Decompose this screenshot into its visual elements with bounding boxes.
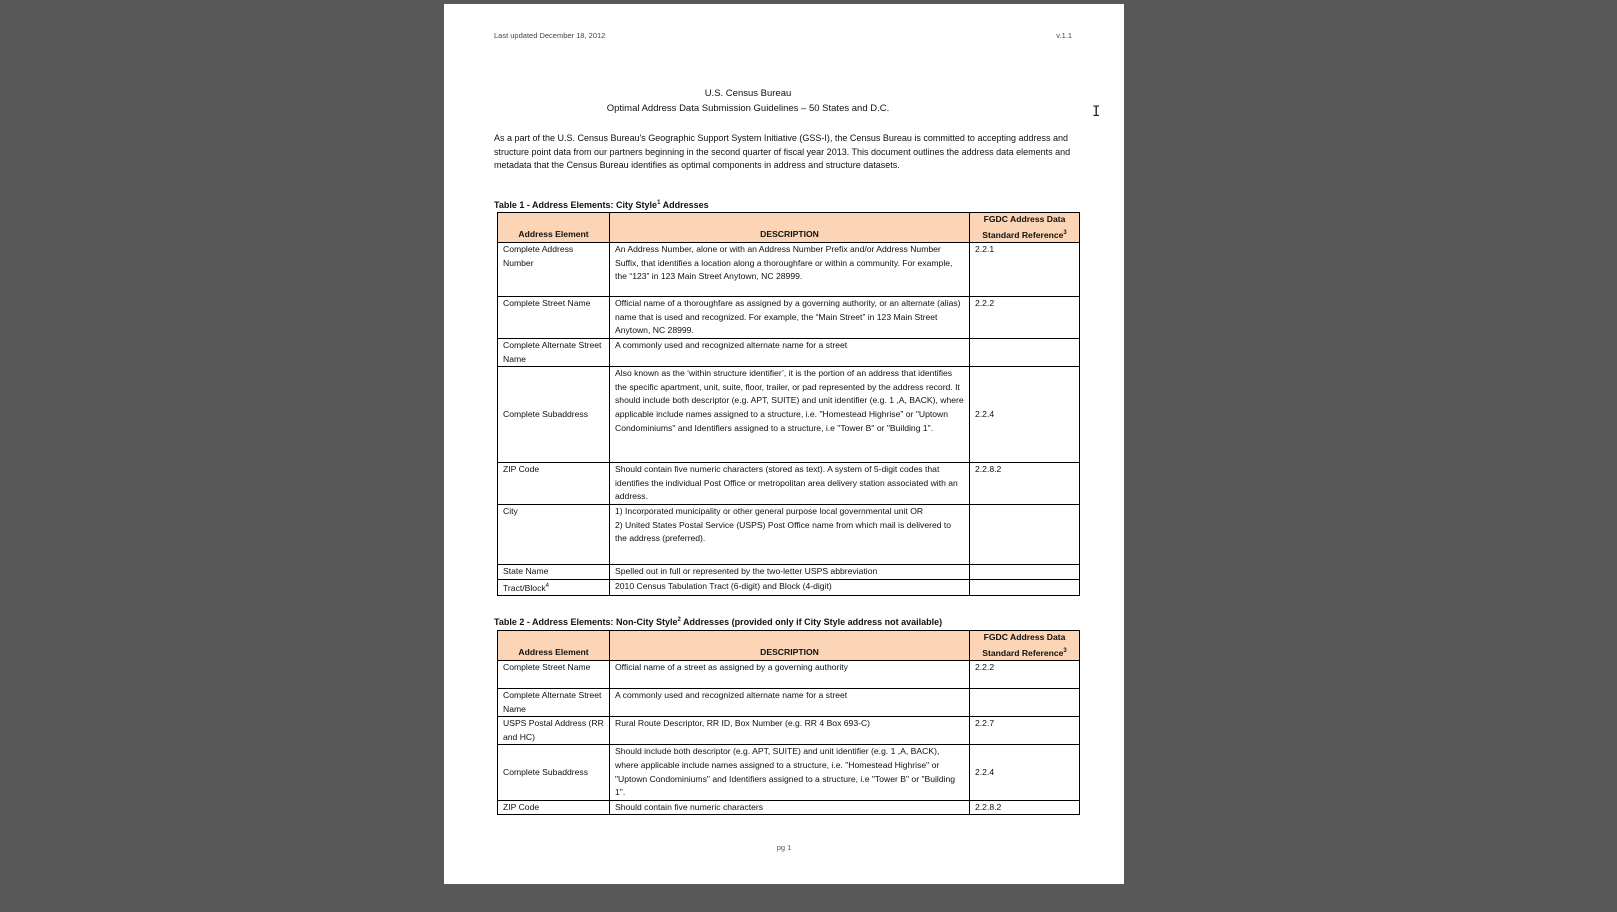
description-cell: Spelled out in full or represented by the two-letter USPS abbreviation — [610, 565, 970, 580]
address-element-cell: Complete Alternate Street Name — [498, 689, 610, 717]
reference-cell: 2.2.4 — [970, 367, 1080, 463]
address-element-cell: City — [498, 505, 610, 565]
reference-cell — [970, 339, 1080, 367]
table-row — [498, 243, 1080, 297]
address-element-cell: State Name — [498, 565, 610, 580]
table-row — [498, 800, 1080, 815]
col-header-description: DESCRIPTION — [610, 631, 970, 661]
description-cell: A commonly used and recognized alternate name for a street — [610, 689, 970, 717]
col-header-element: Address Element — [498, 213, 610, 243]
doc-title: Optimal Address Data Submission Guidelines – 50 States and D.C. — [606, 103, 890, 114]
description-cell: Rural Route Descriptor, RR ID, Box Number (e.g. RR 4 Box 693-C) — [610, 717, 970, 745]
intro-paragraph: As a part of the U.S. Census Bureau's Geographic Support System Initiative (GSS-I), the Census Bureau is committed to accepting address and structure point data from our partners beginning in the second quarter of fiscal year 2013. This document outlines the address data elements and metadata that the Census Bureau identifies as optimal components in address and structure datasets. — [494, 133, 1071, 171]
caption-text: Addresses (provided only if City Style address not available) — [680, 617, 943, 627]
address-element-cell: USPS Postal Address (RR and HC) — [498, 717, 610, 745]
address-element-cell: Complete Street Name — [498, 297, 610, 339]
reference-cell — [970, 565, 1080, 580]
caption-text: Addresses — [660, 200, 709, 210]
footnote-ref: 1 — [657, 200, 661, 206]
table-row — [498, 339, 1080, 367]
text-cursor-icon: I — [1092, 104, 1101, 120]
table-row — [498, 717, 1080, 745]
col-header-description: DESCRIPTION — [610, 213, 970, 243]
address-element-cell: Complete Alternate Street Name — [498, 339, 610, 367]
reference-cell: 2.2.8.2 — [970, 800, 1080, 815]
address-element-cell: Complete Street Name — [498, 661, 610, 689]
description-cell: Also known as the ‘within structure identifier’, it is the portion of an address that identifies the specific apartment, unit, suite, floor, trailer, or pad represented by the address record. It should include both descriptor (e.g. APT, SUITE) and unit identifier (e.g. 1 ,A, BACK), where applicable include names assigned to a structure, i.e. "Homestead Highrise" or "Uptown Condominiums" and Identifiers assigned to a structure, i.e "Tower B" or "Building 1". — [610, 367, 970, 463]
reference-cell: 2.2.2 — [970, 661, 1080, 689]
table-row — [498, 689, 1080, 717]
version: v.1.1 — [1056, 31, 1072, 40]
table1 — [497, 212, 1080, 596]
address-element-cell: ZIP Code — [498, 463, 610, 505]
reference-cell: 2.2.8.2 — [970, 463, 1080, 505]
table2-caption — [494, 617, 942, 627]
footnote-ref: 2 — [677, 617, 681, 623]
table-row — [498, 297, 1080, 339]
description-cell: An Address Number, alone or with an Address Number Prefix and/or Address Number Suffix, that identifies a location along a thoroughfare or within a community. For example, the “123” in 123 Main Street Anytown, NC 28999. — [610, 243, 970, 297]
address-element-cell: Complete Subaddress — [498, 745, 610, 800]
description-cell: Official name of a street as assigned by a governing authority — [610, 661, 970, 689]
address-element-cell: Complete Subaddress — [498, 367, 610, 463]
address-element-cell: ZIP Code — [498, 800, 610, 815]
caption-text: Table 1 - Address Elements: City Style — [494, 200, 658, 210]
description-cell: 2010 Census Tabulation Tract (6-digit) and Block (4-digit) — [610, 579, 970, 595]
reference-cell — [970, 505, 1080, 565]
reference-cell — [970, 579, 1080, 595]
table1-caption — [494, 200, 709, 210]
document-page — [444, 4, 1124, 884]
description-cell: Should include both descriptor (e.g. APT, SUITE) and unit identifier (e.g. 1 ,A, BACK), where applicable include names assigned to a structure, i.e. "Homestead Highrise" or "Uptown Condominiums" and Identifiers assigned to a structure, i.e "Tower B" or "Building 1". — [610, 745, 970, 800]
col-header-element: Address Element — [498, 631, 610, 661]
table-row — [498, 463, 1080, 505]
table-row — [498, 565, 1080, 580]
reference-cell: 2.2.2 — [970, 297, 1080, 339]
table2 — [497, 630, 1080, 815]
table-row — [498, 745, 1080, 800]
table-row — [498, 367, 1080, 463]
footnote-ref: 4 — [545, 582, 550, 589]
col-header-reference: FGDC Address Data Standard Reference$^3$ — [970, 213, 1080, 243]
col-header-reference: FGDC Address Data Standard Reference$^3$ — [970, 631, 1080, 661]
description-cell: Should contain five numeric characters — [610, 800, 970, 815]
reference-cell: 2.2.7 — [970, 717, 1080, 745]
caption-text: Table 2 - Address Elements: Non-City Style — [494, 617, 678, 627]
table-row — [498, 661, 1080, 689]
last-updated: Last updated December 18, 2012 — [494, 31, 606, 40]
address-element-cell: Tract/Block$^4$ — [498, 579, 610, 595]
doc-org-title: U.S. Census Bureau — [704, 88, 792, 99]
address-element-cell: Complete Address Number — [498, 243, 610, 297]
table-row — [498, 579, 1080, 595]
description-cell: Should contain five numeric characters (stored as text). A system of 5-digit codes that identifies the individual Post Office or metropolitan area delivery station associated with an address. — [610, 463, 970, 505]
description-cell: 1) Incorporated municipality or other general purpose local governmental unit OR 2) United States Postal Service (USPS) Post Office name from which mail is delivered to the address (preferred). — [610, 505, 970, 565]
reference-cell: 2.2.1 — [970, 243, 1080, 297]
reference-cell: 2.2.4 — [970, 745, 1080, 800]
page-number: pg 1 — [776, 843, 792, 852]
reference-cell — [970, 689, 1080, 717]
description-cell: A commonly used and recognized alternate name for a street — [610, 339, 970, 367]
description-cell: Official name of a thoroughfare as assigned by a governing authority, or an alternate (alias) name that is used and recognized. For example, the “Main Street” in 123 Main Street Anytown, NC 28999. — [610, 297, 970, 339]
table-row — [498, 505, 1080, 565]
